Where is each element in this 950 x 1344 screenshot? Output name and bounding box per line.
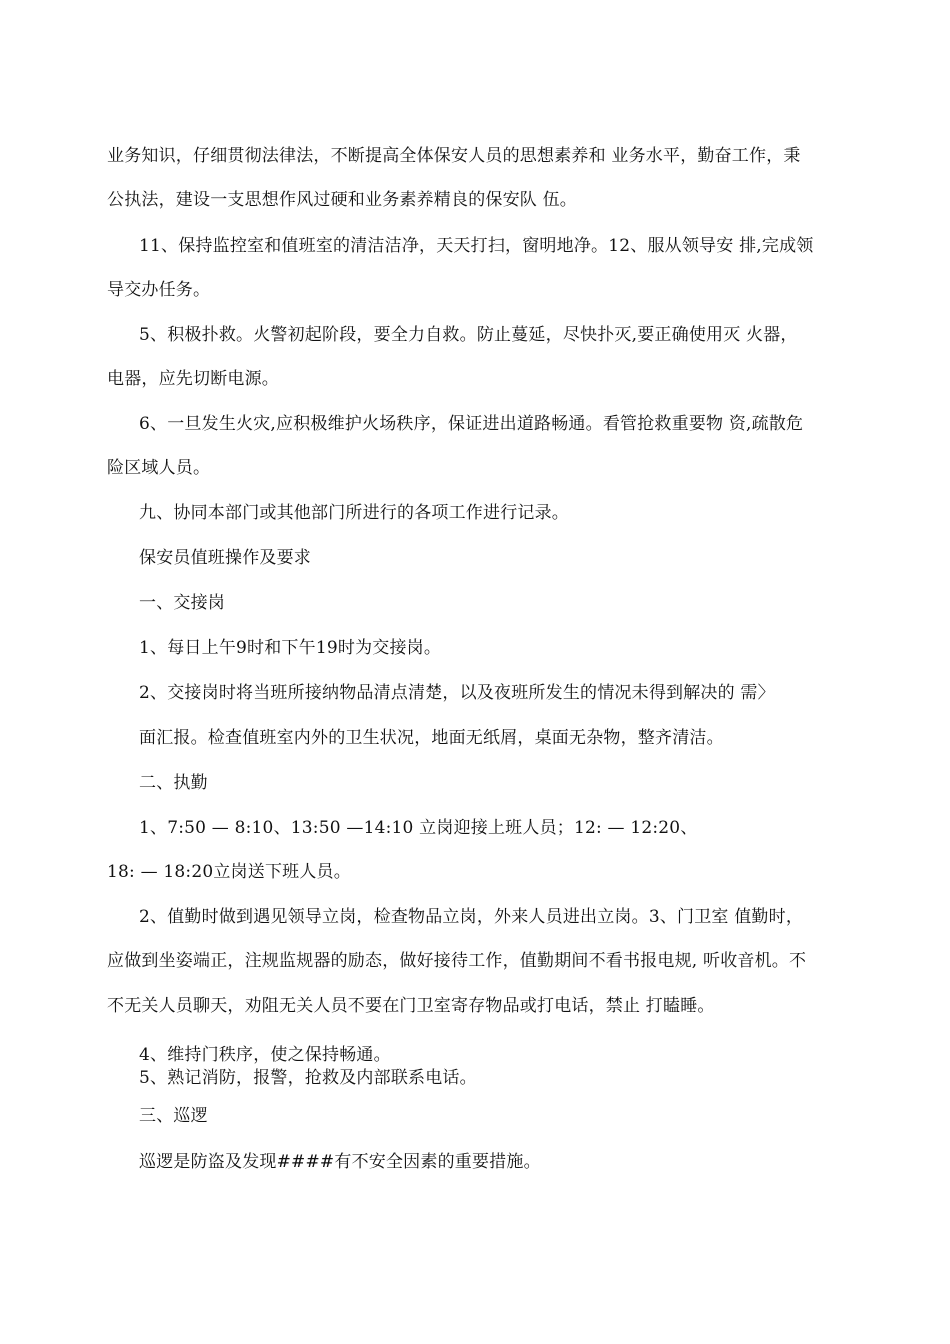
paragraph-line: 巡逻是防盗及发现####有不安全因素的重要措施。 — [139, 1152, 541, 1172]
paragraph-line: 电器，应先切断电源。 — [107, 369, 279, 389]
paragraph-line: 4、维持门秩序，使之保持畅通。 — [139, 1045, 391, 1065]
paragraph-line: 不无关人员聊天，劝阻无关人员不要在门卫室寄存物品或打电话，禁止 打瞌睡。 — [107, 996, 715, 1016]
section-heading: 三、巡逻 — [139, 1106, 208, 1126]
paragraph-line: 1、7:50 — 8:10、13:50 —14:10 立岗迎接上班人员；12: — 12:20、 — [139, 818, 698, 838]
paragraph-line: 5、积极扑救。火警初起阶段，要全力自救。防止蔓延，尽快扑灭,要正确使用灭 火器， — [139, 325, 798, 345]
paragraph-line: 1、每日上午9时和下午19时为交接岗。 — [139, 638, 442, 658]
paragraph-line: 5、熟记消防，报警，抢救及内部联系电话。 — [139, 1068, 477, 1088]
paragraph-line: 18: — 18:20立岗送下班人员。 — [107, 862, 351, 882]
paragraph-line: 2、值勤时做到遇见领导立岗，检查物品立岗，外来人员进出立岗。3、门卫室 值勤时， — [139, 907, 804, 927]
section-heading: 二、执勤 — [139, 773, 208, 793]
paragraph-line: 面汇报。检查值班室内外的卫生状况，地面无纸屑，桌面无杂物，整齐清洁。 — [139, 728, 724, 748]
paragraph-line: 2、交接岗时将当班所接纳物品清点清楚，以及夜班所发生的情况未得到解决的 需〉 — [139, 683, 775, 703]
section-title: 保安员值班操作及要求 — [139, 548, 311, 568]
paragraph-line: 业务知识，仔细贯彻法律法，不断提高全体保安人员的思想素养和 业务水平，勤奋工作，秉 — [107, 146, 801, 166]
paragraph-line: 九、协同本部门或其他部门所进行的各项工作进行记录。 — [139, 503, 569, 523]
paragraph-line: 导交办任务。 — [107, 280, 211, 300]
paragraph-line: 公执法，建设一支思想作风过硬和业务素养精良的保安队 伍。 — [107, 190, 578, 210]
section-heading: 一、交接岗 — [139, 593, 225, 613]
paragraph-line: 11、保持监控室和值班室的清洁洁净，天天打扫，窗明地净。12、服从领导安 排,完成领 — [139, 236, 814, 256]
paragraph-line: 应做到坐姿端正，注规监规器的励态，做好接待工作，值勤期间不看书报电规, 听收音机。不 — [107, 951, 807, 971]
paragraph-line: 6、一旦发生火灾,应积极维护火场秩序，保证进出道路畅通。看管抢救重要物 资,疏散危 — [139, 414, 804, 434]
paragraph-line: 险区域人员。 — [107, 458, 211, 478]
